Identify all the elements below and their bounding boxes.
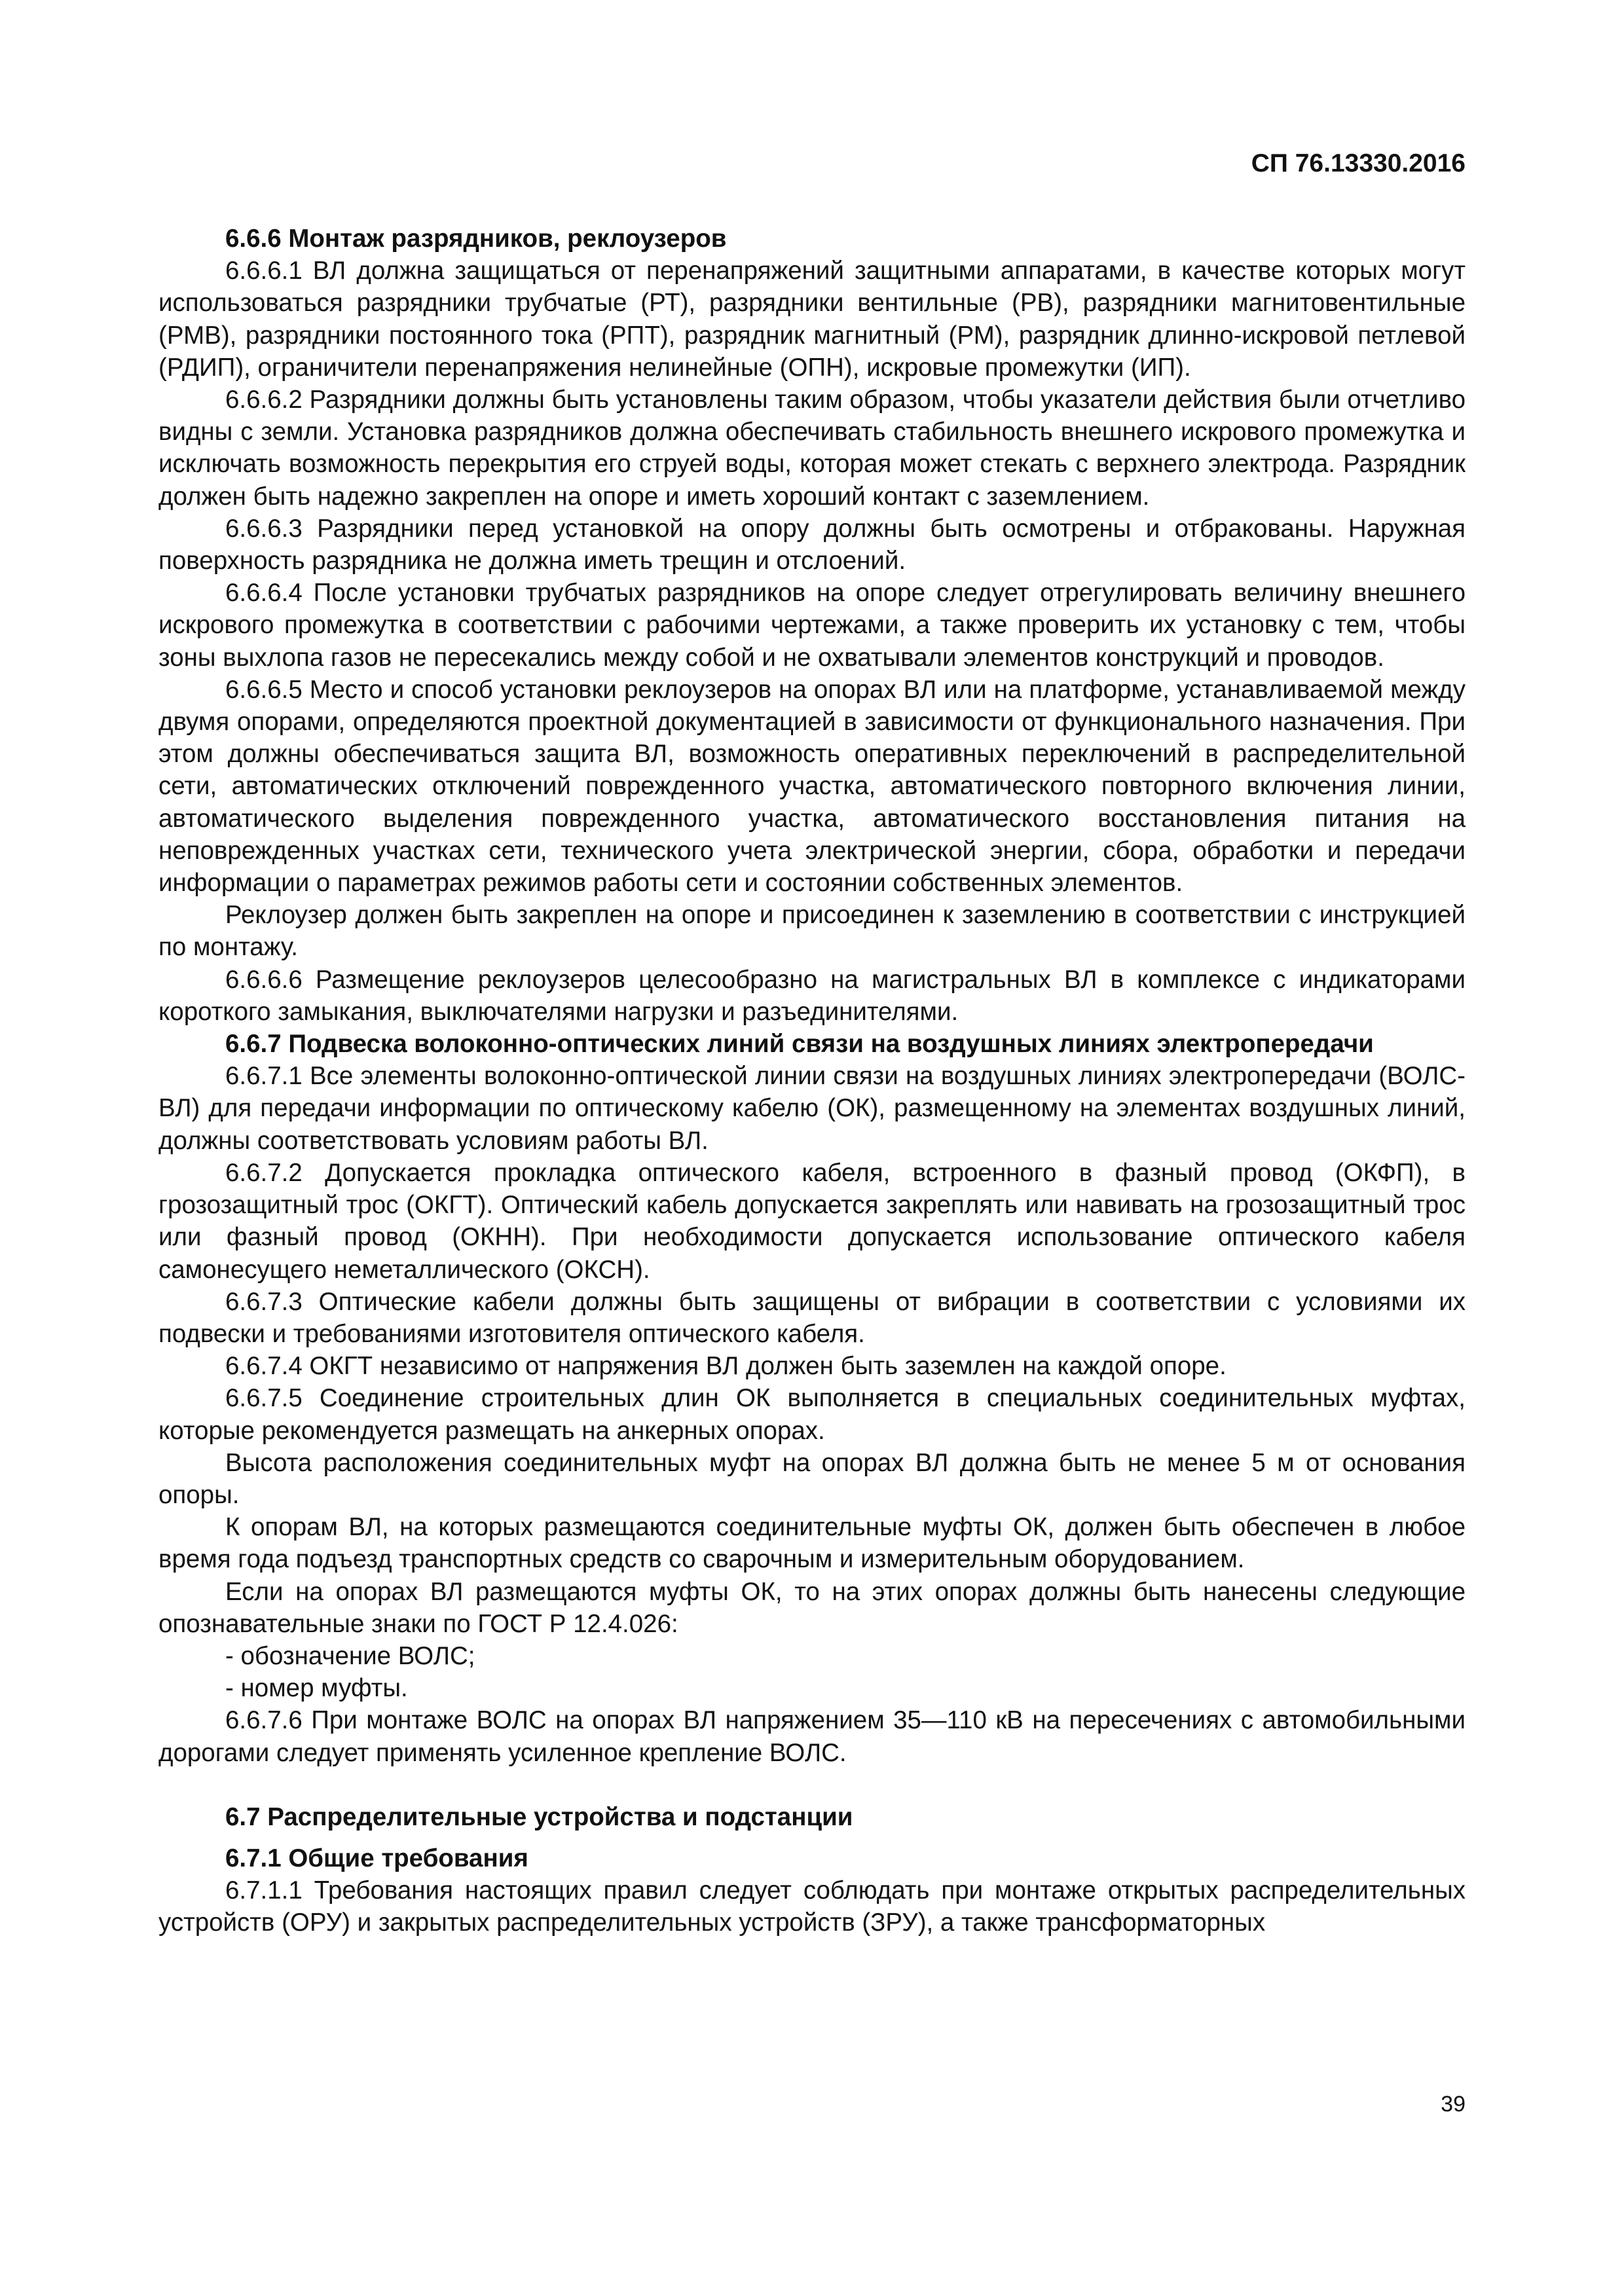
paragraph: 6.6.7.4 ОКГТ независимо от напряжения ВЛ должен быть заземлен на каждой опоре. xyxy=(225,1352,1227,1381)
paragraph: 6.6.7.6 При монтаже ВОЛС на опорах ВЛ напряжением 35—110 кВ на пересечениях с автомобильными дорогами следует применять усиленное крепление ВОЛС. xyxy=(158,1706,1466,1767)
list-item: - обозначение ВОЛС; xyxy=(225,1641,475,1670)
section-heading-6-7-1: 6.7.1 Общие требования xyxy=(225,1844,528,1872)
paragraph: 6.6.7.1 Все элементы волоконно-оптической линии связи на воздушных линиях электропередачи (ВОЛС-ВЛ) для передачи информации по оптическому кабелю (ОК), размещенному на элементах воздушных линий, должны соответствовать условиям работы ВЛ. xyxy=(158,1062,1466,1155)
paragraph: 6.6.6.5 Место и способ установки реклоузеров на опорах ВЛ или на платформе, устанавливаемой между двумя опорами, определяются проектной документацией в зависимости от функционального назначения. При этом должны обеспечиваться защита ВЛ, возможность оперативных переключений в распределительной сети, автоматических отключений поврежденного участка, автоматического повторного включения линии, автоматического выделения поврежденного участка, автоматического восстановления питания на неповрежденных участках сети, технического учета электрической энергии, сбора, обработки и передачи информации о параметрах режимов работы сети и состоянии собственных элементов. xyxy=(158,675,1466,898)
document-body xyxy=(158,223,1466,1939)
paragraph: Реклоузер должен быть закреплен на опоре и присоединен к заземлению в соответствии с инструкцией по монтажу. xyxy=(158,901,1466,962)
paragraph: Если на опорах ВЛ размещаются муфты ОК, то на этих опорах должны быть нанесены следующие опознавательные знаки по ГОСТ Р 12.4.026: xyxy=(158,1577,1466,1638)
document-code: СП 76.13330.2016 xyxy=(1251,149,1466,177)
page-number: 39 xyxy=(1441,2092,1466,2117)
paragraph: 6.6.6.2 Разрядники должны быть установлены таким образом, чтобы указатели действия были отчетливо видны с земли. Установка разрядников должна обеспечивать стабильность внешнего искрового промежутка и исключать возможность перекрытия его струей воды, которая может стекать с верхнего электрода. Разрядник должен быть надежно закреплен на опоре и иметь хороший контакт с заземлением. xyxy=(158,386,1466,511)
paragraph: 6.6.6.1 ВЛ должна защищаться от перенапряжений защитными аппаратами, в качестве которых могут использоваться разрядники трубчатые (РТ), разрядники вентильные (РВ), разрядники магнитовентильные (РМВ), разрядники постоянного тока (РПТ), разрядник магнитный (РМ), разрядник длинно-искровой петлевой (РДИП), ограничители перенапряжения нелинейные (ОПН), искровые промежутки (ИП). xyxy=(158,257,1466,382)
list-item: - номер муфты. xyxy=(225,1674,408,1703)
section-heading-6-6-6: 6.6.6 Монтаж разрядников, реклоузеров xyxy=(225,225,727,253)
paragraph: 6.6.6.4 После установки трубчатых разрядников на опоре следует отрегулировать величину внешнего искрового промежутка в соответствии с рабочими чертежами, а также проверить их установку с тем, чтобы зоны выхлопа газов не пересекались между собой и не охватывали элементов конструкций и проводов. xyxy=(158,579,1466,672)
section-heading-6-6-7: 6.6.7 Подвеска волоконно-оптических линий связи на воздушных линиях электропередачи xyxy=(225,1030,1374,1059)
paragraph: 6.6.7.2 Допускается прокладка оптического кабеля, встроенного в фазный провод (ОКФП), в грозозащитный трос (ОКГТ). Оптический кабель допускается закреплять или навивать на грозозащитный трос или фазный провод (ОКНН). При необходимости допускается использование оптического кабеля самонесущего неметаллического (ОКСН). xyxy=(158,1158,1466,1284)
paragraph: К опорам ВЛ, на которых размещаются соединительные муфты ОК, должен быть обеспечен в любое время года подъезд транспортных средств со сварочным и измерительным оборудованием. xyxy=(158,1513,1466,1574)
section-heading-6-7: 6.7 Распределительные устройства и подстанции xyxy=(225,1802,853,1831)
paragraph: 6.6.7.3 Оптические кабели должны быть защищены от вибрации в соответствии с условиями их подвески и требованиями изготовителя оптического кабеля. xyxy=(158,1287,1466,1348)
paragraph: Высота расположения соединительных муфт на опорах ВЛ должна быть не менее 5 м от основания опоры. xyxy=(158,1448,1466,1509)
paragraph: 6.6.7.5 Соединение строительных длин ОК выполняется в специальных соединительных муфтах, которые рекомендуется размещать на анкерных опорах. xyxy=(158,1384,1466,1445)
paragraph: 6.7.1.1 Требования настоящих правил следует соблюдать при монтаже открытых распределительных устройств (ОРУ) и закрытых распределительных устройств (ЗРУ), а также трансформаторных xyxy=(158,1876,1466,1937)
paragraph: 6.6.6.6 Размещение реклоузеров целесообразно на магистральных ВЛ в комплексе с индикаторами короткого замыкания, выключателями нагрузки и разъединителями. xyxy=(158,965,1466,1026)
paragraph: 6.6.6.3 Разрядники перед установкой на опору должны быть осмотрены и отбракованы. Наружная поверхность разрядника не должна иметь трещин и отслоений. xyxy=(158,514,1466,575)
